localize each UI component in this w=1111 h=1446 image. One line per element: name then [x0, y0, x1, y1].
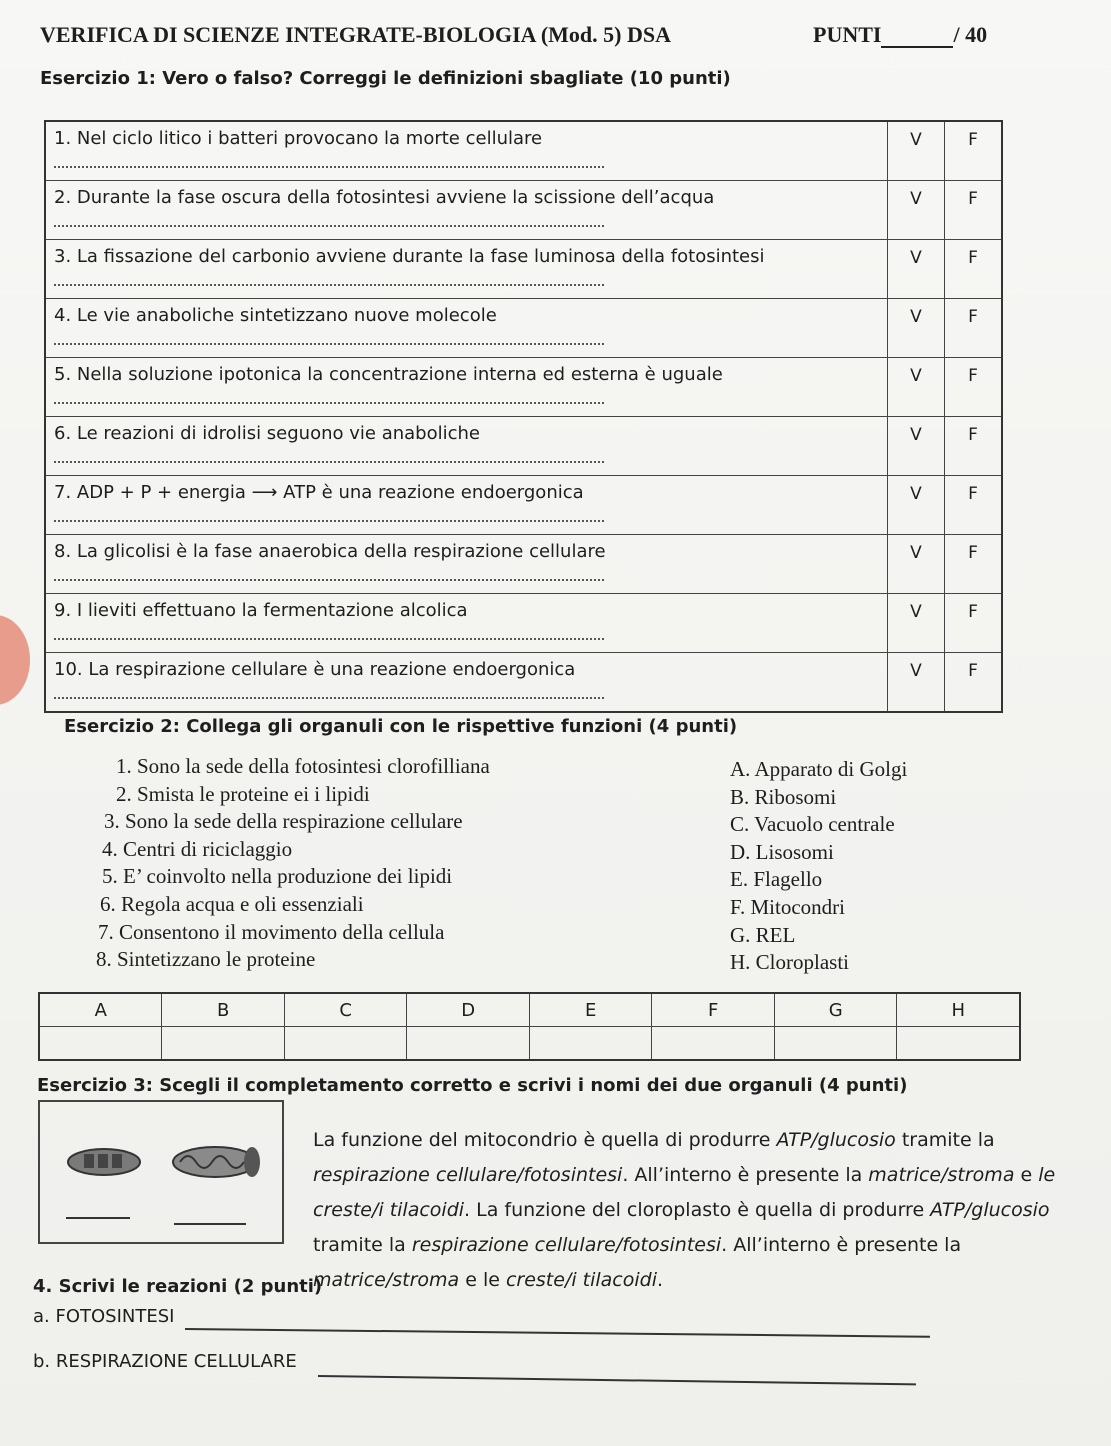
tf-question-text: 6. Le reazioni di idrolisi seguono vie anaboliche	[54, 423, 480, 444]
organelle-item: E. Flagello	[730, 867, 823, 892]
true-cell[interactable]: V	[887, 122, 944, 180]
false-cell[interactable]: F	[944, 594, 1001, 652]
choice-matrix-stroma[interactable]: matrice/stroma	[868, 1164, 1015, 1186]
grid-header-row	[39, 993, 1020, 1027]
function-item: 5. E’ coinvolto nella produzione dei lipidi	[102, 864, 453, 889]
function-item: 1. Sono la sede della fotosintesi clorofilliana	[116, 754, 490, 778]
grid-answer-cell[interactable]	[652, 1027, 774, 1061]
tf-row-7	[46, 476, 1001, 535]
correction-line[interactable]	[54, 166, 604, 168]
correction-line[interactable]	[54, 461, 604, 463]
score-total: / 40	[953, 22, 988, 47]
correction-line[interactable]	[54, 402, 604, 404]
organelle-item: D. Lisosomi	[730, 839, 834, 864]
function-item: 6. Regola acqua e oli essenziali	[100, 891, 364, 916]
choice-cristae-thylakoids[interactable]: creste/i tilacoidi	[505, 1269, 657, 1291]
tf-question-8	[46, 535, 887, 593]
worksheet-title: VERIFICA DI SCIENZE INTEGRATE-BIOLOGIA (Mod. 5) DSA	[40, 22, 671, 47]
correction-line[interactable]	[54, 520, 604, 522]
tf-question-text: 9. I lieviti effettuano la fermentazione alcolica	[54, 600, 468, 621]
exercise-4-title: 4. Scrivi le reazioni (2 punti)	[33, 1276, 323, 1297]
grid-answer-cell[interactable]	[897, 1027, 1020, 1061]
tf-question-4	[46, 299, 887, 357]
true-cell[interactable]: V	[887, 240, 944, 298]
organelle-images-box	[38, 1100, 284, 1244]
tf-row-2	[46, 181, 1001, 240]
correction-line[interactable]	[54, 284, 604, 286]
grid-header: G	[774, 993, 897, 1027]
grid-header: A	[39, 993, 162, 1027]
tf-question-text: 2. Durante la fase oscura della fotosintesi avviene la scissione dell’acqua	[54, 187, 715, 208]
para-text: tramite la	[895, 1129, 995, 1151]
organelle-item: H. Cloroplasti	[730, 950, 849, 975]
score-box	[813, 22, 987, 48]
grid-answer-cell[interactable]	[529, 1027, 651, 1061]
chloroplast-icon	[68, 1149, 140, 1175]
function-item: 7. Consentono il movimento della cellula	[98, 919, 445, 944]
grid-header: B	[162, 993, 284, 1027]
choice-matrix-stroma[interactable]: matrice/stroma	[313, 1269, 460, 1291]
grid-answer-cell[interactable]	[774, 1027, 897, 1061]
organelle-item: G. REL	[730, 922, 796, 947]
correction-line[interactable]	[54, 343, 604, 345]
true-cell[interactable]: V	[887, 181, 944, 239]
tf-question-2	[46, 181, 887, 239]
true-cell[interactable]: V	[887, 594, 944, 652]
grid-header: H	[897, 993, 1020, 1027]
matching-answer-grid	[38, 992, 1021, 1061]
score-label: PUNTI	[813, 22, 882, 47]
exercise-3-title: Esercizio 3: Scegli il completamento corretto e scrivi i nomi dei due organuli (4 punti)	[37, 1075, 908, 1096]
tf-row-6	[46, 417, 1001, 476]
function-item: 2. Smista le proteine ei i lipidi	[116, 781, 370, 806]
tf-question-text: 4. Le vie anaboliche sintetizzano nuove molecole	[54, 305, 497, 326]
choice-cristae-thylakoids[interactable]: le creste/i tilacoidi	[313, 1164, 1056, 1221]
tf-row-10	[46, 653, 1001, 711]
tf-question-text: 1. Nel ciclo litico i batteri provocano la morte cellulare	[54, 128, 543, 149]
correction-line[interactable]	[54, 225, 604, 227]
organelle-item: F. Mitocondri	[730, 894, 845, 919]
para-text: La funzione del mitocondrio è quella di produrre	[313, 1129, 777, 1151]
grid-answer-cell[interactable]	[39, 1027, 162, 1061]
function-item: 4. Centri di riciclaggio	[102, 836, 293, 861]
function-item: 3. Sono la sede della respirazione cellulare	[104, 809, 463, 834]
score-blank[interactable]	[881, 28, 953, 48]
organelle-item: C. Vacuolo centrale	[730, 812, 895, 837]
correction-line[interactable]	[54, 638, 604, 640]
function-item: 8. Sintetizzano le proteine	[96, 947, 316, 972]
false-cell[interactable]: F	[944, 299, 1001, 357]
tf-row-5	[46, 358, 1001, 417]
para-text: . All’interno è presente la	[721, 1234, 962, 1256]
choice-atp-glucose[interactable]: ATP/glucosio	[776, 1129, 896, 1151]
tf-question-text: 8. La glicolisi è la fase anaerobica della respirazione cellulare	[54, 541, 606, 562]
organelle-item: A. Apparato di Golgi	[730, 757, 908, 781]
true-cell[interactable]: V	[887, 417, 944, 475]
para-text: .	[657, 1269, 664, 1291]
para-text: . All’interno è presente la	[622, 1164, 869, 1186]
correction-line[interactable]	[54, 579, 604, 581]
true-cell[interactable]: V	[887, 535, 944, 593]
tf-question-9	[46, 594, 887, 652]
tf-row-8	[46, 535, 1001, 594]
tf-row-1	[46, 122, 1001, 181]
grid-answer-cell[interactable]	[162, 1027, 284, 1061]
exercise-2-title: Esercizio 2: Collega gli organuli con le rispettive funzioni (4 punti)	[64, 716, 738, 737]
correction-line[interactable]	[54, 697, 604, 699]
tf-question-1	[46, 122, 887, 180]
tf-row-9	[46, 594, 1001, 653]
tf-question-10	[46, 653, 887, 711]
tf-row-4	[46, 299, 1001, 358]
false-cell[interactable]: F	[944, 181, 1001, 239]
para-text: e le	[459, 1269, 506, 1291]
tf-question-6	[46, 417, 887, 475]
para-text: e	[1014, 1164, 1039, 1186]
choice-atp-glucose[interactable]: ATP/glucosio	[930, 1199, 1050, 1221]
mitochondrion-icon	[173, 1147, 260, 1177]
false-cell[interactable]: F	[944, 417, 1001, 475]
false-cell[interactable]: F	[944, 476, 1001, 534]
grid-header: D	[407, 993, 530, 1027]
reaction-a-label: a. FOTOSINTESI	[33, 1306, 175, 1327]
grid-answer-cell[interactable]	[407, 1027, 530, 1061]
tf-row-3	[46, 240, 1001, 299]
organelle-list	[730, 756, 907, 977]
grid-header: E	[529, 993, 651, 1027]
tf-question-text: 5. Nella soluzione ipotonica la concentrazione interna ed esterna è uguale	[54, 364, 723, 385]
grid-answer-cell[interactable]	[284, 1027, 407, 1061]
true-cell[interactable]: V	[887, 653, 944, 711]
grid-header: C	[284, 993, 407, 1027]
true-cell[interactable]: V	[887, 476, 944, 534]
true-cell[interactable]: V	[887, 358, 944, 416]
choice-process[interactable]: respirazione cellulare/fotosintesi	[411, 1234, 722, 1256]
tf-question-3	[46, 240, 887, 298]
choice-process[interactable]: respirazione cellulare/fotosintesi	[313, 1164, 623, 1186]
true-false-table	[44, 120, 1003, 713]
false-cell[interactable]: F	[944, 240, 1001, 298]
grid-answer-row	[39, 1027, 1020, 1061]
tf-question-text: 7. ADP + P + energia ⟶ ATP è una reazione endoergonica	[54, 482, 584, 503]
organelle-item: B. Ribosomi	[730, 784, 837, 809]
para-text: tramite la	[313, 1234, 412, 1256]
false-cell[interactable]: F	[944, 122, 1001, 180]
false-cell[interactable]: F	[944, 535, 1001, 593]
tf-question-text: 3. La fissazione del carbonio avviene durante la fase luminosa della fotosintesi	[54, 246, 765, 267]
organelle-illustrations	[40, 1102, 282, 1242]
tf-question-7	[46, 476, 887, 534]
worksheet-header	[40, 22, 988, 48]
completion-paragraph	[313, 1123, 1093, 1298]
grid-header: F	[652, 993, 774, 1027]
true-cell[interactable]: V	[887, 299, 944, 357]
reaction-b-label: b. RESPIRAZIONE CELLULARE	[33, 1351, 297, 1372]
tf-question-5	[46, 358, 887, 416]
tf-question-text: 10. La respirazione cellulare è una reazione endoergonica	[54, 659, 576, 680]
para-text: . La funzione del cloroplasto è quella di produrre	[464, 1199, 931, 1221]
function-list	[96, 753, 490, 974]
false-cell[interactable]: F	[944, 358, 1001, 416]
exercise-1-title: Esercizio 1: Vero o falso? Correggi le definizioni sbagliate (10 punti)	[40, 68, 731, 89]
false-cell[interactable]: F	[944, 653, 1001, 711]
